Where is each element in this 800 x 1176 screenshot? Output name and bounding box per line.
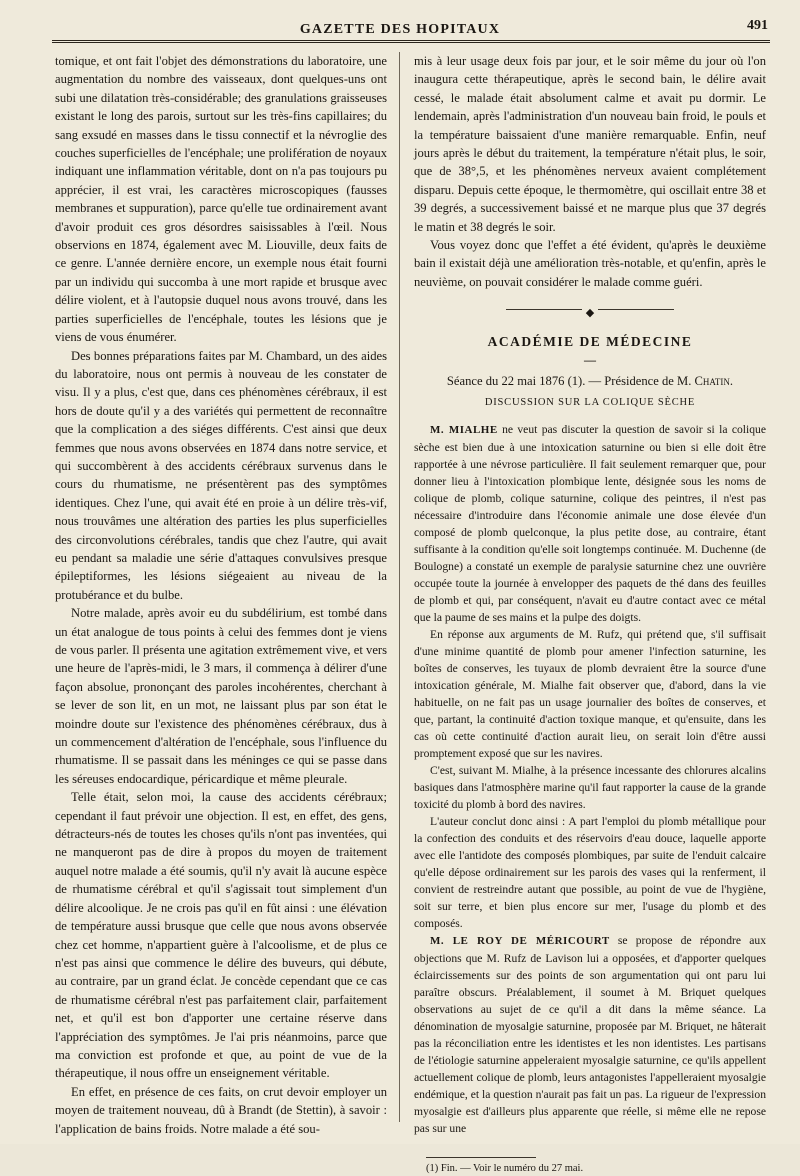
running-title: GAZETTE DES HOPITAUX bbox=[299, 22, 501, 37]
leroy-text: se propose de répondre aux objections que M. Rufz de Lavison lui a opposées, et d'apporter quelques éclaircissements sur des points de son argumentation qui ont paru lui paraître obscurs. Préalablement, il soumet à M. Briquet quelques observations au sujet de ce qu'il a dit dans la même séance. La dénomination de myosalgie saturnine, proposée par M. Briquet, ne hâterait pas la réconciliation entre les identistes et les non identistes. Les partisans de l'étiologie saturnine appeleraient myosalgie saturnine, ce qu'ils appellent actuellement colique de plomb, leurs antagonistes l'appelleraient myosalgie endémique, et la question n'aurait pas fait un pas. La rigueur de l'expression myosalgie est d'ailleurs plus apparente que réelle, si même elle ne repose pas sur une bbox=[414, 933, 766, 1135]
right-paragraph-4: C'est, suivant M. Mialhe, à la présence incessante des chlorures alcalins basiques dans l'atmosphère marine qu'il faut rapporter la cause de la grande toxicité du plomb à bord des navires. bbox=[414, 763, 766, 811]
session-text: Séance du 22 mai 1876 (1). — Présidence de M. bbox=[446, 373, 692, 388]
page-number: 491 bbox=[747, 18, 768, 33]
left-paragraph-1: tomique, et ont fait l'objet des démonstrations du laboratoire, une augmentation du nombre des vaisseaux, dont quelques-uns ont subi une dilatation très-considérable; des granulations graisseuses existant le long des parois, surtout sur les très-fins capillaires; du sang exsudé en masses dans le tissu connectif et la névroglie des couches superficielles de l'encéphale; une prolifération de noyaux indiquant une inflammation véritable, dont on n'a pas toujours pu apprécier, il est vrai, les caractères microscopiques (fausses membranes et suppuration), parce qu'elle tue ordinairement avant d'avoir produit ces gros désordres saisissables à l'œil. Nous observions en 1874, également avec M. Liouville, deux faits de ce genre. L'année dernière encore, un exemple nous était fourni par un individu qui succomba à une mort rapide et brusque avec délire violent, et à l'autopsie duquel nous avons trouvé, dans les parties superficielles de l'encéphale, toutes les lésions que je viens de vous énumérer. bbox=[55, 54, 387, 345]
right-paragraph-3: En réponse aux arguments de M. Rufz, qui prétend que, s'il suffisait d'une minime quantité de plomb pour amener l'infection saturnine, les boîtes de conserves, les tuyaux de plomb devraient être la source d'une intoxication générale, M. Mialhe fait observer que, d'abord, dans la vie habituelle, on ne fait pas un usage journalier des boîtes de conserves, et que, partant, la continuité d'action toxique manque, et qu'ensuite, dans les cas où cette continuité d'action aurait lieu, on serait loin d'être aussi promptement exposé que sur les navires. bbox=[414, 627, 766, 760]
leroy-paragraph bbox=[414, 932, 766, 1137]
left-paragraph-3: Notre malade, après avoir eu du subdélirium, est tombé dans un état analogue de tous points à celui des femmes dont je viens de vous parler. Il présenta une agitation extrêmement vive, et vers une heure de l'après-midi, le 3 mars, il commença à délirer d'une façon absolue, prononçant des paroles incohérentes, cherchant à se lever de son lit, en un mot, ne laissant plus par son état le moindre doute sur l'existence des phénomènes cérébraux, dus à un commencement d'altération de l'encéphale, sous l'influence du rhumatisme. Il se passait dans les méninges ce qui se passe dans les séreuses endocardique, péricardique et même pleurale. bbox=[55, 606, 387, 786]
discussion-title: DISCUSSION SUR LA COLIQUE SÈCHE bbox=[484, 397, 696, 409]
mialhe-paragraph bbox=[414, 421, 766, 626]
left-paragraph-2: Des bonnes préparations faites par M. Chambard, un des aides du laboratoire, nous ont permis à nouveau de les constater de visu. Il y a plus, c'est que, dans ces phénomènes cérébraux, il est hors de doute qu'il y a des variétés qui permettent de reconnaître que la complication a des siéges différents. C'est ainsi que deux femmes que nous avons observées en 1874 dans notre service, et qui succombèrent à des accidents cérébraux survenus dans le cours du rhumatisme, ne présentèrent pas des symptômes identiques. Chez l'une, qui avait été en proie à un délire très-vif, nous trouvâmes une altération des parties les plus superficielles des circonvolutions cérébrales, tandis que chez l'autre, qui avait eu pendant sa maladie une série d'attaques convulsives presque épileptiformes, les lésions siégeaient au niveau de la protubérance et du bulbe. bbox=[55, 348, 387, 602]
right-paragraph-1: mis à leur usage deux fois par jour, et le soir même du jour où l'on inaugura cette thérapeutique, après le second bain, le délire avait cessé, le malade était absolument calme et avait pu dormir. Le lendemain, après l'administration d'un nouveau bain froid, le pouls et la température baissaient d'une manière remarquable. Enfin, neuf jours après le début du traitement, la température n'était plus, le soir, que de 38°,5, et les phénomènes nerveux avaient complétement disparu. Depuis cette époque, le thermomètre, qui oscillait entre 38 et 39 degrés, a successivement baissé et ne marque plus que 37 degrés le matin et 38 degrés le soir. bbox=[414, 54, 766, 234]
header-rule bbox=[52, 40, 770, 43]
mialhe-text: ne veut pas discuter la question de savoir si la colique sèche est bien due à une intoxication saturnine ou bien si elle doit être rapportée à une névrose particulière. Il fait seulement remarquer que, pour donner lieu à l'intoxication plombique lente, désignée sous les noms de colique de plomb, colique saturnine, colique des peintres, il n'est pas nécessaire d'introduire dans l'économie animale une dose élevée d'un composé de plomb quelconque, la plus petite dose, au contraire, étant suffisante à la condition qu'elle soit longtemps continuée. M. Duchenne (de Boulogne) a constaté un exemple de paralysie saturnine chez une ouvrière occupée toute la journée à envelopper des paquets de thé dans des feuilles de plomb et qui, par conséquent, n'avait eu d'autre contact avec ce métal que la paume de ses mains et la pulpe des doigts. bbox=[414, 422, 766, 624]
column-divider bbox=[399, 52, 400, 1122]
speaker-mialhe: M. MIALHE bbox=[430, 423, 498, 436]
session-line bbox=[414, 372, 766, 390]
left-column bbox=[55, 52, 387, 1136]
session-president: Chatin. bbox=[694, 373, 734, 388]
section-ornament bbox=[414, 303, 766, 320]
heading-dash: — bbox=[584, 352, 596, 367]
right-paragraph-2: Vous voyez donc que l'effet a été évident, qu'après le deuxième bain il existait déjà une amélioration très-notable, et qu'enfin, après le neuvième, on pouvait considérer le malade comme guéri. bbox=[414, 238, 766, 289]
right-column bbox=[414, 52, 766, 1174]
section-heading: ACADÉMIE DE MÉDECINE bbox=[487, 334, 693, 350]
diamond-icon: ◆ bbox=[582, 306, 598, 320]
left-paragraph-4: Telle était, selon moi, la cause des accidents cérébraux; cependant il faut prévoir une objection. Il est, en effet, des gens, détracteurs-nés de toutes les choses qu'ils n'ont pas inventées, qui ne manqueront pas de dire à propos du moyen de traitement auquel notre malade a été soumis, qu'il n'y avait là aucune espèce de rhumatisme cérébral et qu'il s'agissait tout simplement d'un délire alcoolique. Je ne crois pas qu'il en fût ainsi : une élévation de température aussi brusque que celle que nous avons observée chez cet homme, n'appartient guère à l'alcoolisme, et de plus ce n'est pas ainsi que commence le délire des buveurs, qui débute, au contraire, par un grand éclat. Je concède cependant que ce cas de rhumatisme cérébral n'est pas parfaitement clair, parfaitement net, et qu'il est bon d'apporter une certaine réserve dans l'appréciation des symptômes. Je l'ai pris néanmoins, parce que ma conviction est profonde et que, au point de vue de la thérapeutique, il nous offre un enseignement véritable. bbox=[55, 790, 387, 1081]
footnote-rule bbox=[426, 1157, 536, 1158]
left-paragraph-5: En effet, en présence de ces faits, on crut devoir employer un moyen de traitement nouveau, dû à Brandt (de Stettin), à savoir : l'application de bains froids. Notre malade a été sou- bbox=[55, 1084, 387, 1136]
right-paragraph-5: L'auteur conclut donc ainsi : A part l'emploi du plomb métallique pour la confection des conduits et des réservoirs d'eau douce, laquelle apporte avec elle l'antidote des composés plombiques, par suite de l'enduit calcaire qu'elle dépose ordinairement sur les parois des vases qui la renferment, il convient de restreindre autant que possible, au point de vue de l'hygiène, soit sur terre, et bien plus encore sur mer, l'usage du plomb et des composés. bbox=[414, 814, 766, 930]
footnote: (1) Fin. — Voir le numéro du 27 mai. bbox=[426, 1162, 584, 1174]
speaker-leroy: M. LE ROY DE MÉRICOURT bbox=[430, 934, 610, 947]
